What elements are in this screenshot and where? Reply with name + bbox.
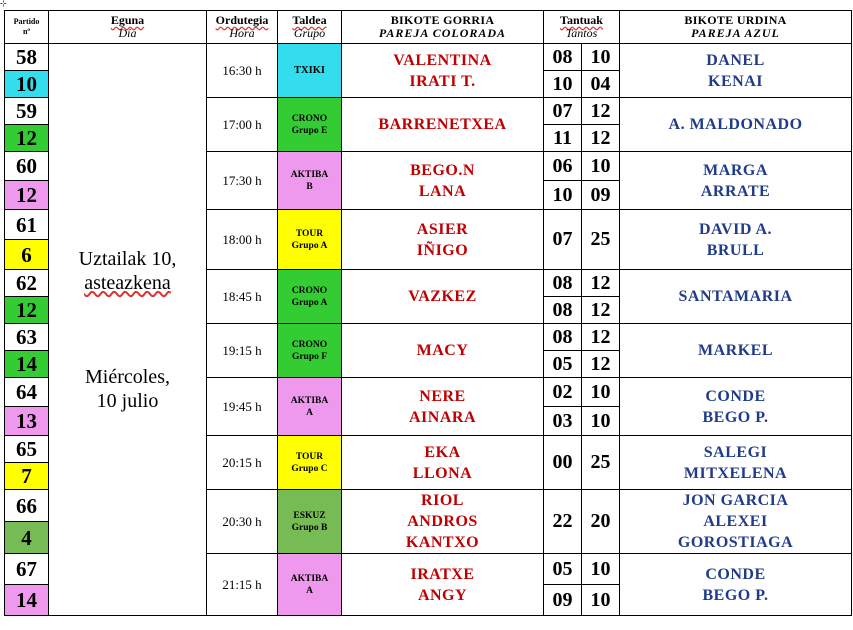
group-name: CRONO (291, 285, 328, 296)
match-group (278, 324, 342, 378)
red-player: ANDROS (407, 513, 478, 530)
blue-player: SANTAMARIA (678, 288, 793, 305)
match-group (278, 152, 342, 210)
header-eguna (49, 11, 207, 44)
header-tantuak (544, 11, 620, 44)
group-sub: A (306, 585, 313, 596)
match-number: 58 (5, 44, 49, 71)
score-blue: 12 (582, 98, 620, 125)
red-pair (342, 436, 544, 490)
group-name: CRONO (291, 113, 328, 124)
blue-player: JON GARCIA (682, 492, 789, 509)
schedule-table-wrapper (4, 10, 852, 616)
group-name: TOUR (295, 451, 324, 462)
red-player: IRATI T. (409, 72, 476, 90)
day-es-line1-wrap (49, 365, 206, 389)
match-number: 66 (5, 490, 49, 522)
round-number: 12 (5, 125, 49, 152)
score-red: 10 (544, 71, 582, 98)
match-group (278, 44, 342, 98)
blue-player: BEGO P. (702, 586, 769, 604)
header-ordutegia-sub: Hora (229, 26, 255, 40)
red-player: MACY (416, 342, 469, 359)
header-urdina (620, 11, 852, 44)
header-taldea-label: Taldea (292, 13, 327, 27)
red-player: ASIER (416, 220, 469, 238)
red-player: IÑIGO (416, 241, 469, 259)
score-blue: 12 (582, 351, 620, 378)
blue-pair (620, 270, 852, 324)
match-hour: 16:30 h (207, 44, 278, 98)
score-red: 03 (544, 407, 582, 436)
round-number: 10 (5, 71, 49, 98)
header-partido-sub: nº (22, 27, 31, 36)
score-blue: 12 (582, 324, 620, 351)
group-sub: Grupo F (291, 351, 328, 362)
round-number: 12 (5, 181, 49, 210)
day-gap (49, 295, 206, 365)
red-player: NERE (419, 387, 466, 405)
group-name: TXIKI (294, 64, 325, 76)
red-player: VAZKEZ (408, 288, 477, 305)
header-eguna-sub: Día (118, 26, 137, 40)
group-name: AKTIBA (290, 169, 329, 180)
match-hour: 21:15 h (207, 554, 278, 616)
match-number: 67 (5, 554, 49, 585)
red-player: EKA (424, 443, 461, 461)
match-number: 60 (5, 152, 49, 181)
red-pair (342, 210, 544, 270)
blue-pair (620, 98, 852, 152)
header-gorria-sub: PAREJA COLORADA (378, 26, 507, 40)
blue-pair (620, 554, 852, 616)
blue-player: BEGO P. (702, 408, 769, 426)
score-red: 08 (544, 297, 582, 324)
group-name: AKTIBA (290, 395, 329, 406)
blue-player: ALEXEI (703, 513, 768, 530)
score-red: 06 (544, 152, 582, 181)
match-number: 63 (5, 324, 49, 351)
score-blue: 12 (582, 270, 620, 297)
blue-player: CONDE (705, 387, 766, 405)
match-group (278, 436, 342, 490)
blue-player: GOROSTIAGA (677, 534, 794, 551)
score-red: 08 (544, 44, 582, 71)
match-hour: 17:00 h (207, 98, 278, 152)
match-number: 62 (5, 270, 49, 297)
score-blue: 09 (582, 181, 620, 210)
red-player: BEGO.N (410, 161, 475, 179)
group-sub: Grupo C (291, 463, 328, 474)
match-hour: 18:00 h (207, 210, 278, 270)
round-number: 13 (5, 407, 49, 436)
blue-player: MARKEL (698, 342, 774, 359)
red-player: ANGY (417, 586, 468, 604)
red-pair (342, 554, 544, 616)
round-number: 14 (5, 351, 49, 378)
score-blue: 20 (582, 490, 620, 554)
blue-player: DANEL (706, 51, 765, 69)
red-pair (342, 152, 544, 210)
match-group (278, 554, 342, 616)
score-blue: 10 (582, 378, 620, 407)
blue-pair (620, 324, 852, 378)
red-pair (342, 44, 544, 98)
score-red: 05 (544, 351, 582, 378)
day-cell (49, 44, 207, 616)
blue-player: SALEGI (703, 443, 768, 461)
match-group (278, 270, 342, 324)
day-eu-line1-wrap (49, 247, 206, 271)
header-gorria-label: BIKOTE GORRIA (390, 13, 495, 27)
match-hour: 19:15 h (207, 324, 278, 378)
match-hour: 19:45 h (207, 378, 278, 436)
red-pair (342, 270, 544, 324)
score-red: 11 (544, 125, 582, 152)
match-group (278, 98, 342, 152)
group-name: ESKUZ (293, 510, 326, 521)
day-eu-line2: asteazkena (84, 271, 171, 294)
match-row (5, 44, 852, 71)
score-red: 07 (544, 210, 582, 270)
blue-pair (620, 44, 852, 98)
score-red: 08 (544, 270, 582, 297)
round-number: 12 (5, 297, 49, 324)
group-name: TOUR (295, 228, 324, 239)
score-red: 07 (544, 98, 582, 125)
red-player: IRATXE (410, 565, 475, 583)
match-hour: 18:45 h (207, 270, 278, 324)
blue-player: DAVID A. (698, 220, 773, 238)
match-group (278, 378, 342, 436)
header-row (5, 11, 852, 44)
day-eu-line2-wrap (49, 271, 206, 295)
group-name: CRONO (291, 339, 328, 350)
match-hour: 17:30 h (207, 152, 278, 210)
blue-player: ARRATE (700, 182, 771, 200)
day-es-line1: Miércoles, (85, 365, 170, 388)
header-eguna-label: Eguna (110, 13, 145, 27)
header-partido-label: Partido (13, 17, 40, 26)
red-pair (342, 378, 544, 436)
score-blue: 04 (582, 71, 620, 98)
red-pair (342, 324, 544, 378)
header-gorria (342, 11, 544, 44)
blue-player: MARGA (703, 161, 768, 179)
round-number: 6 (5, 240, 49, 270)
score-blue: 10 (582, 44, 620, 71)
red-player: AINARA (409, 408, 476, 426)
group-sub: Grupo B (291, 522, 328, 533)
header-taldea-sub: Grupo (293, 26, 326, 40)
red-player: KANTXO (405, 534, 480, 551)
blue-pair (620, 490, 852, 554)
blue-pair (620, 436, 852, 490)
score-red: 08 (544, 324, 582, 351)
round-number: 4 (5, 522, 49, 554)
header-urdina-sub: PAREJA AZUL (691, 26, 780, 40)
score-red: 02 (544, 378, 582, 407)
match-hour: 20:15 h (207, 436, 278, 490)
match-number: 61 (5, 210, 49, 240)
match-number: 59 (5, 98, 49, 125)
score-blue: 25 (582, 436, 620, 490)
header-partido (5, 11, 49, 44)
score-red: 09 (544, 585, 582, 616)
red-player: BARRENETXEA (378, 116, 507, 133)
red-player: VALENTINA (393, 51, 492, 69)
header-ordutegia (207, 11, 278, 44)
header-taldea (278, 11, 342, 44)
group-sub: B (306, 181, 313, 192)
score-red: 05 (544, 554, 582, 585)
score-blue: 10 (582, 585, 620, 616)
blue-player: MITXELENA (683, 464, 788, 482)
match-group (278, 210, 342, 270)
red-player: RIOL (421, 492, 464, 509)
header-tantuak-sub: Tantos (565, 26, 598, 40)
score-blue: 10 (582, 152, 620, 181)
match-number: 65 (5, 436, 49, 463)
red-player: LLONA (412, 464, 473, 482)
red-pair (342, 98, 544, 152)
round-number: 14 (5, 585, 49, 616)
blue-player: BRULL (706, 241, 765, 259)
blue-player: CONDE (705, 565, 766, 583)
group-sub: Grupo A (291, 297, 328, 308)
blue-player: A. MALDONADO (668, 116, 803, 133)
blue-pair (620, 152, 852, 210)
day-eu-line1: Uztailak 10, (78, 247, 177, 270)
red-player: LANA (418, 182, 467, 200)
red-pair (342, 490, 544, 554)
match-number: 64 (5, 378, 49, 407)
score-blue: 10 (582, 407, 620, 436)
schedule-body (5, 44, 852, 616)
group-sub: Grupo A (291, 240, 328, 251)
match-hour: 20:30 h (207, 490, 278, 554)
header-tantuak-label: Tantuak (560, 13, 603, 27)
blue-pair (620, 378, 852, 436)
header-ordutegia-label: Ordutegia (215, 13, 269, 27)
score-red: 00 (544, 436, 582, 490)
group-name: AKTIBA (290, 573, 329, 584)
header-urdina-label: BIKOTE URDINA (684, 13, 787, 27)
score-blue: 12 (582, 125, 620, 152)
day-es-line2-wrap (49, 389, 206, 413)
blue-pair (620, 210, 852, 270)
score-red: 22 (544, 490, 582, 554)
table-move-handle-icon[interactable]: ⊹ (0, 0, 7, 8)
schedule-table (4, 10, 852, 616)
round-number: 7 (5, 463, 49, 490)
score-red: 10 (544, 181, 582, 210)
group-sub: Grupo E (291, 125, 328, 136)
match-group (278, 490, 342, 554)
score-blue: 12 (582, 297, 620, 324)
score-blue: 10 (582, 554, 620, 585)
group-sub: A (306, 407, 313, 418)
day-es-line2: 10 julio (96, 389, 159, 412)
blue-player: KENAI (708, 72, 763, 90)
score-blue: 25 (582, 210, 620, 270)
